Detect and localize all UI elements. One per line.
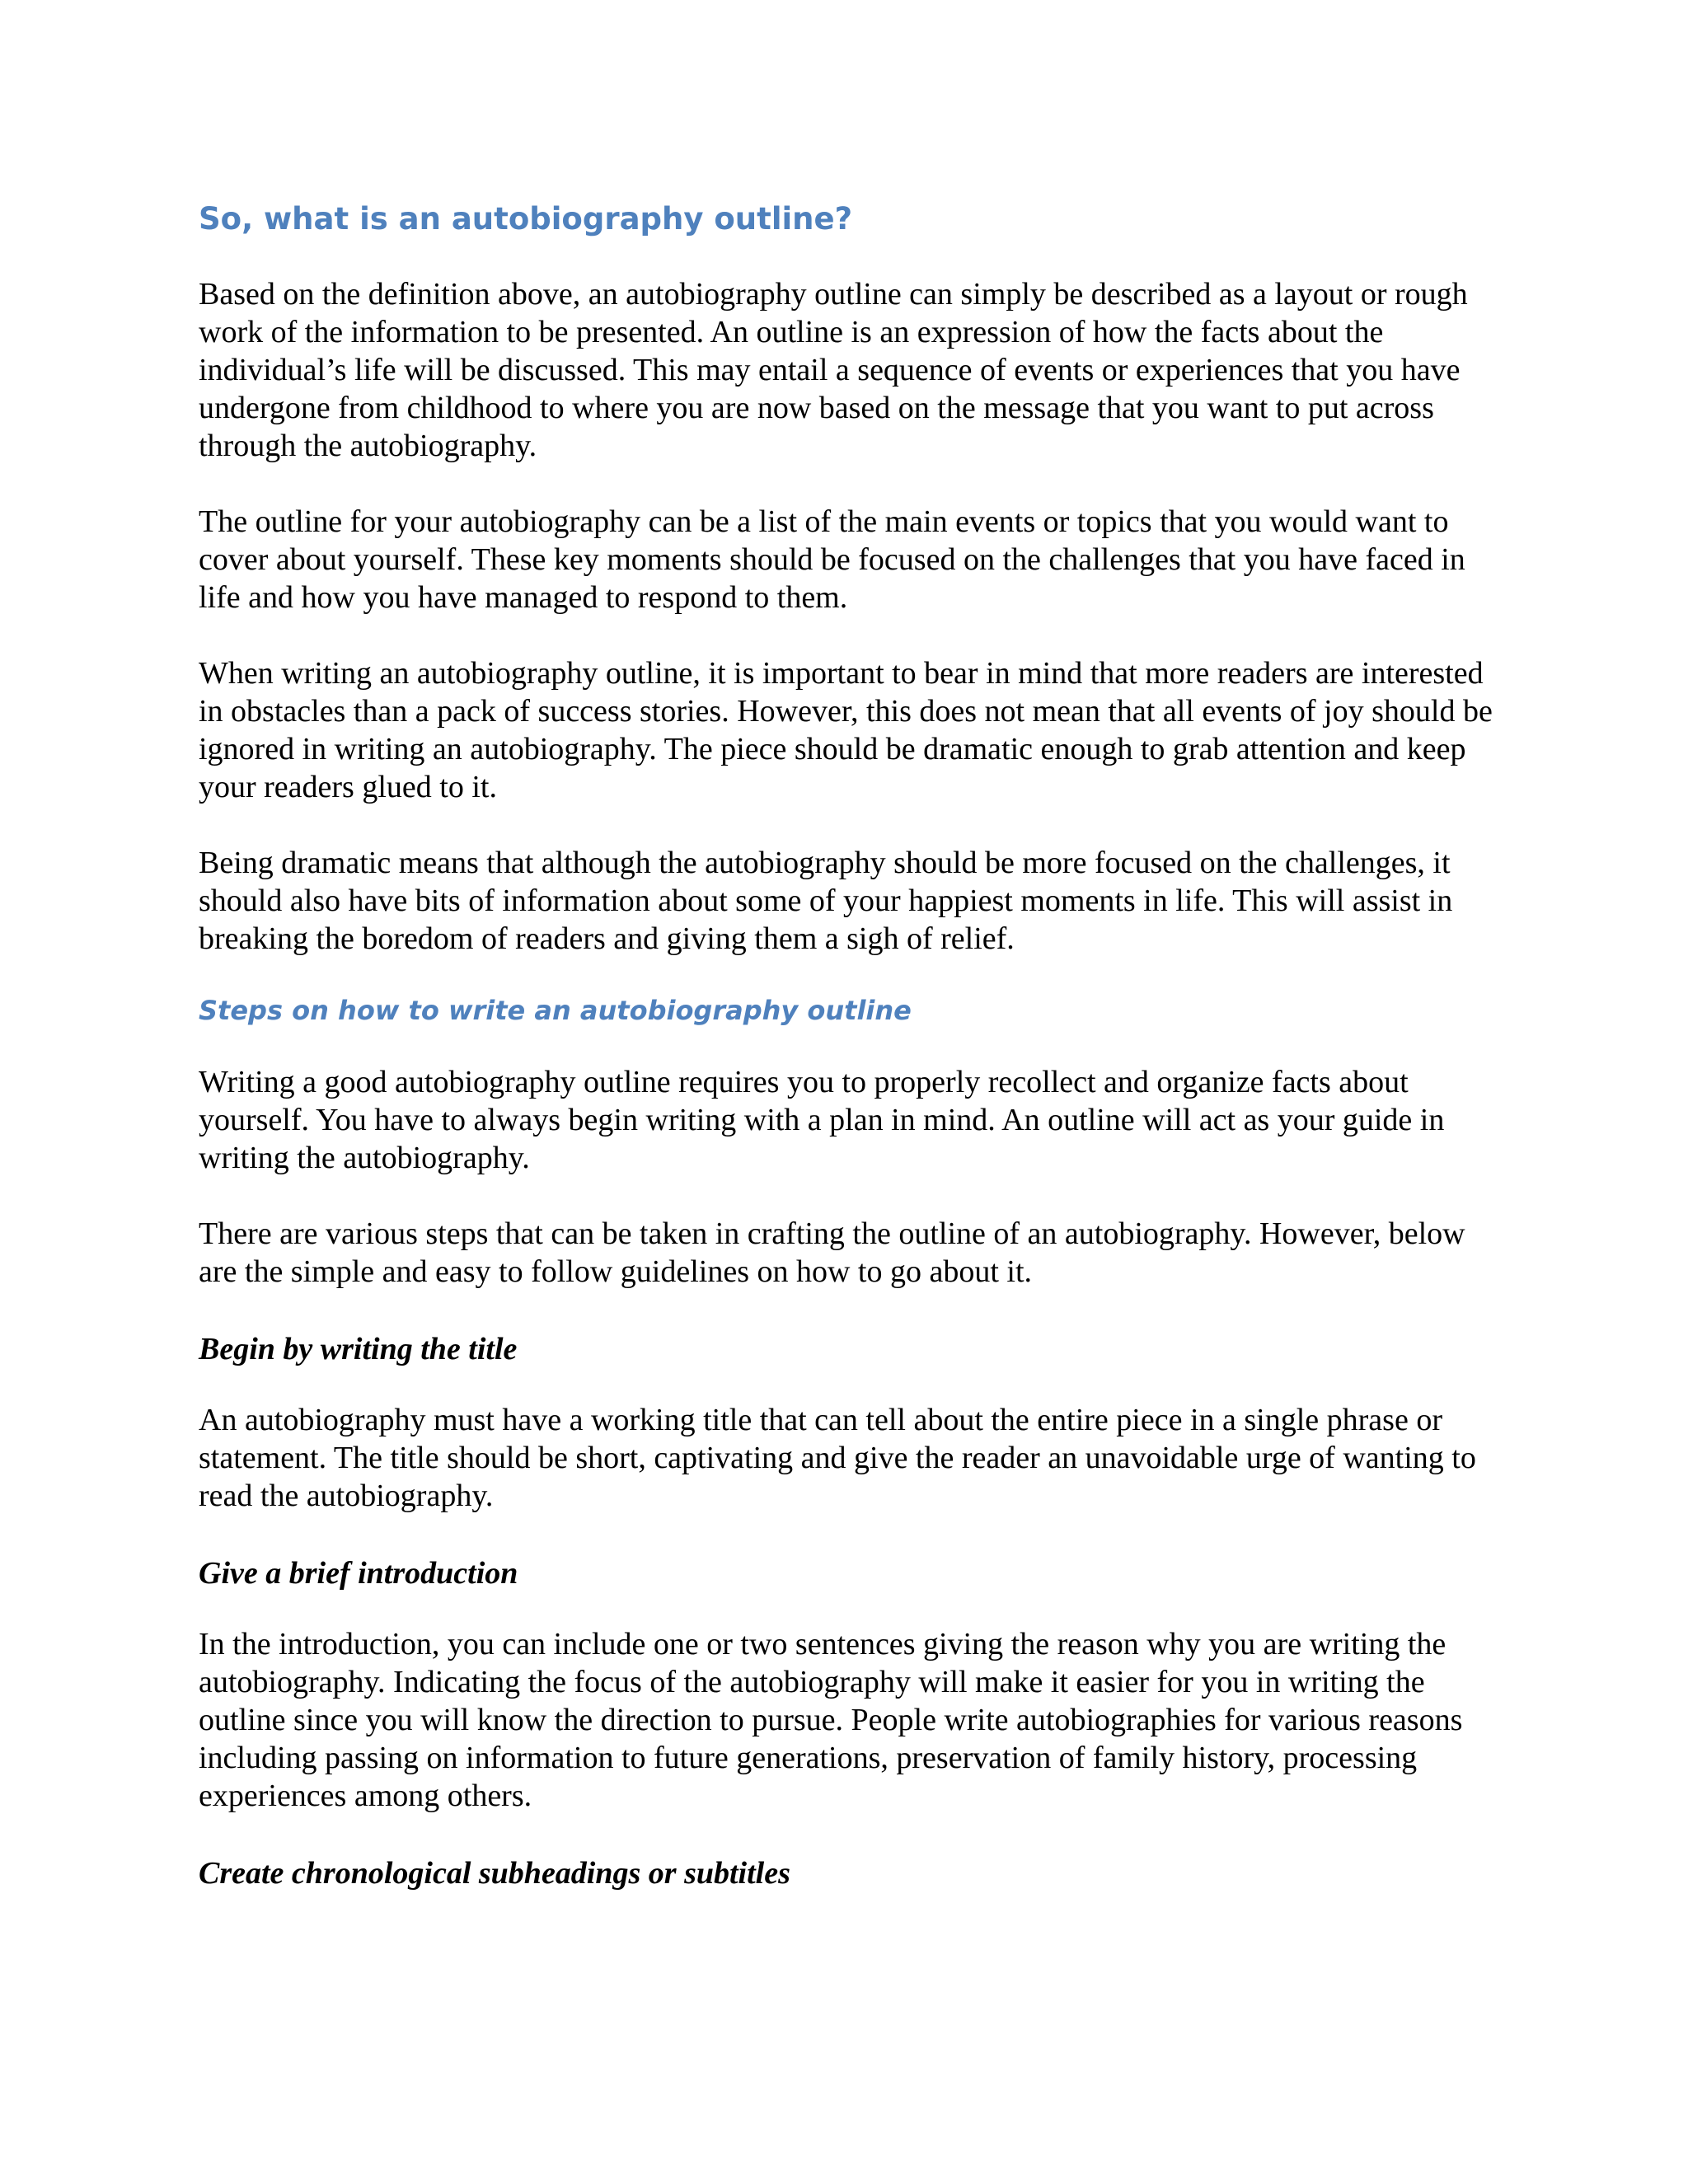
introduction-subheading: Give a brief introduction [199, 1556, 518, 1591]
paragraph-various-steps: There are various steps that can be taken in crafting the outline of an autobiography. However, below are the simple and easy to follow guidelines on how to go about it. [199, 1216, 1465, 1289]
spacer [199, 1370, 1501, 1401]
paragraph-dramatic: Being dramatic means that although the autobiography should be more focused on the challenges, it should also have bits of information about some of your happiest moments in life. This will assist in breaking the boredom of readers and giving them a sigh of relief. [199, 846, 1453, 956]
paragraph-definition: Based on the definition above, an autobiography outline can simply be described as a layout or rough work of the information to be presented. An outline is an expression of how the facts about the individual’s life will be discussed. This may entail a sequence of events or experiences that you have undergone from childhood to where you are now based on the message that you want to put across through the autobiography. [199, 277, 1468, 463]
spacer [199, 616, 1501, 654]
paragraph-working-title: An autobiography must have a working title that can tell about the entire piece in a single phrase or statement. The title should be short, captivating and give the reader an unavoidable urge of wanting to read the autobiography. [199, 1403, 1476, 1513]
document-body [199, 196, 1501, 1894]
spacer [199, 242, 1501, 275]
spacer [199, 958, 1501, 989]
spacer [199, 1291, 1501, 1329]
paragraph-outline-list: The outline for your autobiography can be a list of the main events or topics that you would want to cover about yourself. These key moments should be focused on the challenges that you have faced in life and how you have managed to respond to them. [199, 504, 1465, 615]
title-subheading: Begin by writing the title [199, 1332, 518, 1366]
spacer [199, 1515, 1501, 1553]
spacer [199, 1032, 1501, 1063]
spacer [199, 1594, 1501, 1625]
paragraph-introduction: In the introduction, you can include one or two sentences giving the reason why you are writing the autobiography. Indicating the focus of the autobiography will make it easier for you in writing the outline since you will know the direction to pursue. People write autobiographies for various reasons including passing on information to future generations, preservation of family history, processing experiences among others. [199, 1627, 1463, 1813]
spacer [199, 1177, 1501, 1215]
chronological-subheading: Create chronological subheadings or subtitles [199, 1856, 790, 1891]
main-heading: So, what is an autobiography outline? [199, 201, 853, 237]
steps-heading: Steps on how to write an autobiography outline [199, 995, 912, 1026]
spacer [199, 1815, 1501, 1853]
spacer [199, 806, 1501, 844]
paragraph-obstacles: When writing an autobiography outline, it is important to bear in mind that more readers are interested in obstacles than a pack of success stories. However, this does not mean that all events of joy should be ignored in writing an autobiography. The piece should be dramatic enough to grab attention and keep your readers glued to it. [199, 656, 1493, 804]
paragraph-good-outline: Writing a good autobiography outline requires you to properly recollect and organize facts about yourself. You have to always begin writing with a plan in mind. An outline will act as your guide in writing the autobiography. [199, 1065, 1445, 1175]
spacer [199, 465, 1501, 503]
